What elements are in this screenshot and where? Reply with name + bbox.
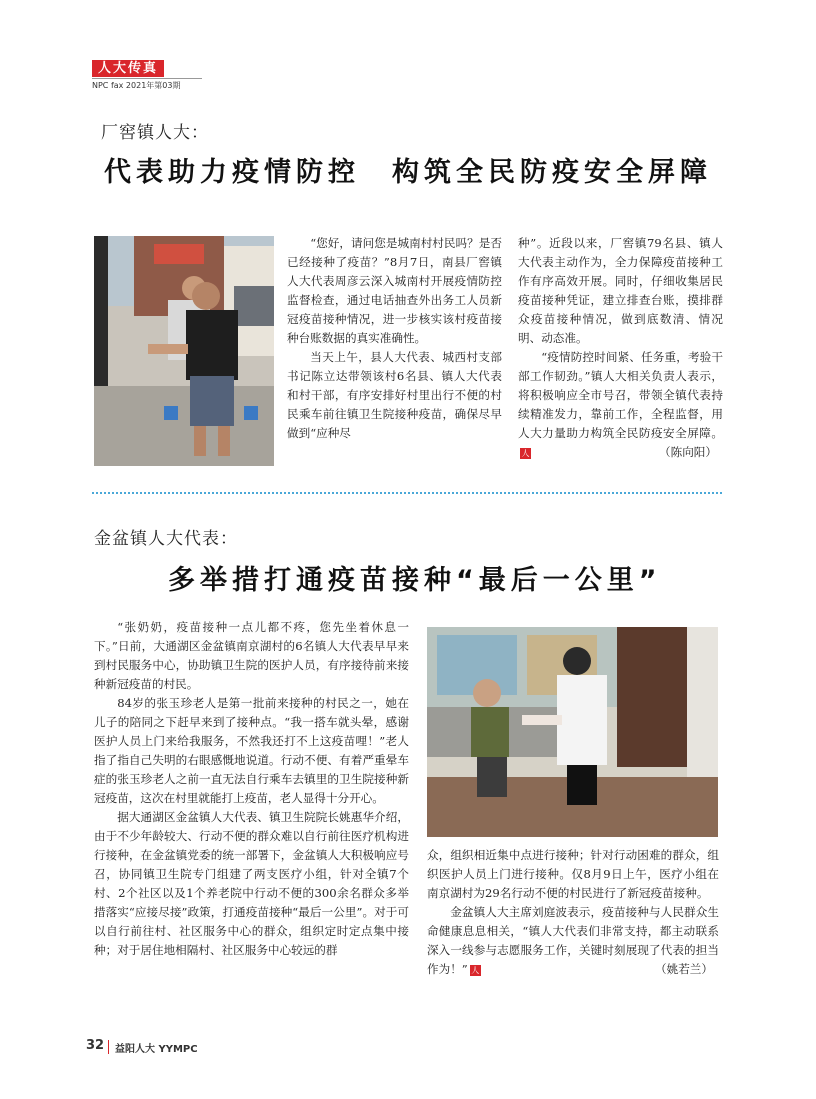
article2-photo (427, 627, 718, 837)
article1-paragraph: 种”。近段以来，厂窖镇79名县、镇人大代表主动作为，全力保障疫苗接种工作有序高效开展。同时，仔细收集居民疫苗接种凭证，建立排查台账，摸排群众疫苗接种情况，做到底数清、情况明、动态准。 (518, 236, 723, 345)
article2-kicker: 金盆镇人大代表： (94, 529, 238, 549)
article2-column-2 (427, 846, 719, 979)
article2-headline: 多举措打通疫苗接种“最后一公里” (168, 565, 662, 596)
article2-closing-text: 金盆镇人大主席刘庭波表示，疫苗接种与人民群众生命健康息息相关，“镇人大代表们非常支持，都主动联系深入一线参与志愿服务工作，关键时刻展现了代表的担当作为！” (427, 905, 719, 976)
article1-photo (94, 236, 274, 466)
article2-paragraph: 据大通湖区金盆镇人大代表、镇卫生院院长姚惠华介绍，由于不少年龄较大、行动不便的群众难以自行前往医疗机构进行接种，在金盆镇党委的统一部署下，金盆镇人大积极响应号召，协同镇卫生院专门组建了两支医疗小组，针对全镇7个村、2个社区以及1个养老院中行动不便的300余名群众多举措落实“应接尽接”政策，打通疫苗接种“最后一公里”。对于可以自行前往村、社区服务中心的群众，组织定时定点集中接种；对于居住地相隔村、社区服务中心较远的群 (94, 810, 409, 957)
section-tag: 人大传真 (92, 60, 164, 77)
article1-headline: 代表助力疫情防控 构筑全民防疫安全屏障 (104, 157, 712, 188)
article1-paragraph (518, 348, 723, 462)
article1-column-2 (518, 234, 723, 462)
article2-paragraph: 众，组织相近集中点进行接种；针对行动困难的群众，组织医护人员上门进行接种。仅8月9日上午，医疗小组在南京湖村为29名行动不便的村民进行了新冠疫苗接种。 (427, 848, 719, 900)
end-mark-icon: 人 (521, 448, 530, 458)
article1-kicker: 厂窖镇人大： (101, 123, 209, 143)
page-number: 32 (86, 1038, 105, 1053)
issue-label: NPC fax 2021年第03期 (92, 81, 181, 90)
article2-column-1 (94, 618, 409, 960)
end-mark-icon: 人 (471, 965, 480, 975)
article2-paragraph: “张奶奶，疫苗接种一点儿都不疼，您先坐着休息一下。”日前，大通湖区金盆镇南京湖村的6名镇人大代表早早来到村民服务中心，协助镇卫生院的医护人员，有序接待前来接种新冠疫苗的村民。 (94, 620, 409, 691)
article1-closing-text: “疫情防控时间紧、任务重，考验干部工作韧劲。”镇人大相关负责人表示，将积极响应全市号召，带领全镇代表持续精准发力，靠前工作，全程监督，用人大力量助力构筑全民防疫安全屏障。 (518, 350, 723, 440)
article2-byline: （姚若兰） (655, 962, 713, 976)
article1-paragraph: 当天上午，县人大代表、城西村支部书记陈立达带领该村6名县、镇人大代表和村干部，有序安排好村里出行不便的村民乘车前往镇卫生院接种疫苗，确保尽早做到“应种尽 (287, 350, 502, 440)
article2-paragraph: 84岁的张玉珍老人是第一批前来接种的村民之一，她在儿子的陪同之下赶早来到了接种点。“我一搭车就头晕，感谢医护人员上门来给我服务，不然我还打不上这疫苗哩！”老人指了指自己失明的右眼感慨地说道。行动不便、有着严重晕车症的张玉珍老人之前一直无法自行乘车去镇里的卫生院接种新冠疫苗，这次在村里就能打上疫苗，老人显得十分开心。 (94, 696, 409, 805)
vaccination-photo (427, 627, 718, 837)
article2-paragraph (427, 903, 719, 979)
folio-divider (108, 1040, 109, 1054)
masthead-rule (92, 78, 202, 79)
article1-byline: （陈向阳） (659, 445, 717, 459)
article1-column-1 (287, 234, 502, 443)
article1-paragraph: “您好，请问您是城南村村民吗？是否已经接种了疫苗？”8月7日，南县厂窖镇人大代表周彦云深入城南村开展疫情防控监督检查，通过电话抽查外出务工人员新冠疫苗接种情况，进一步核实该村疫苗接种台账数据的真实准确性。 (287, 236, 502, 345)
man-carrying-elder-photo (94, 236, 274, 466)
publication-name: 益阳人大 YYMPC (115, 1044, 198, 1055)
section-divider (92, 492, 722, 494)
